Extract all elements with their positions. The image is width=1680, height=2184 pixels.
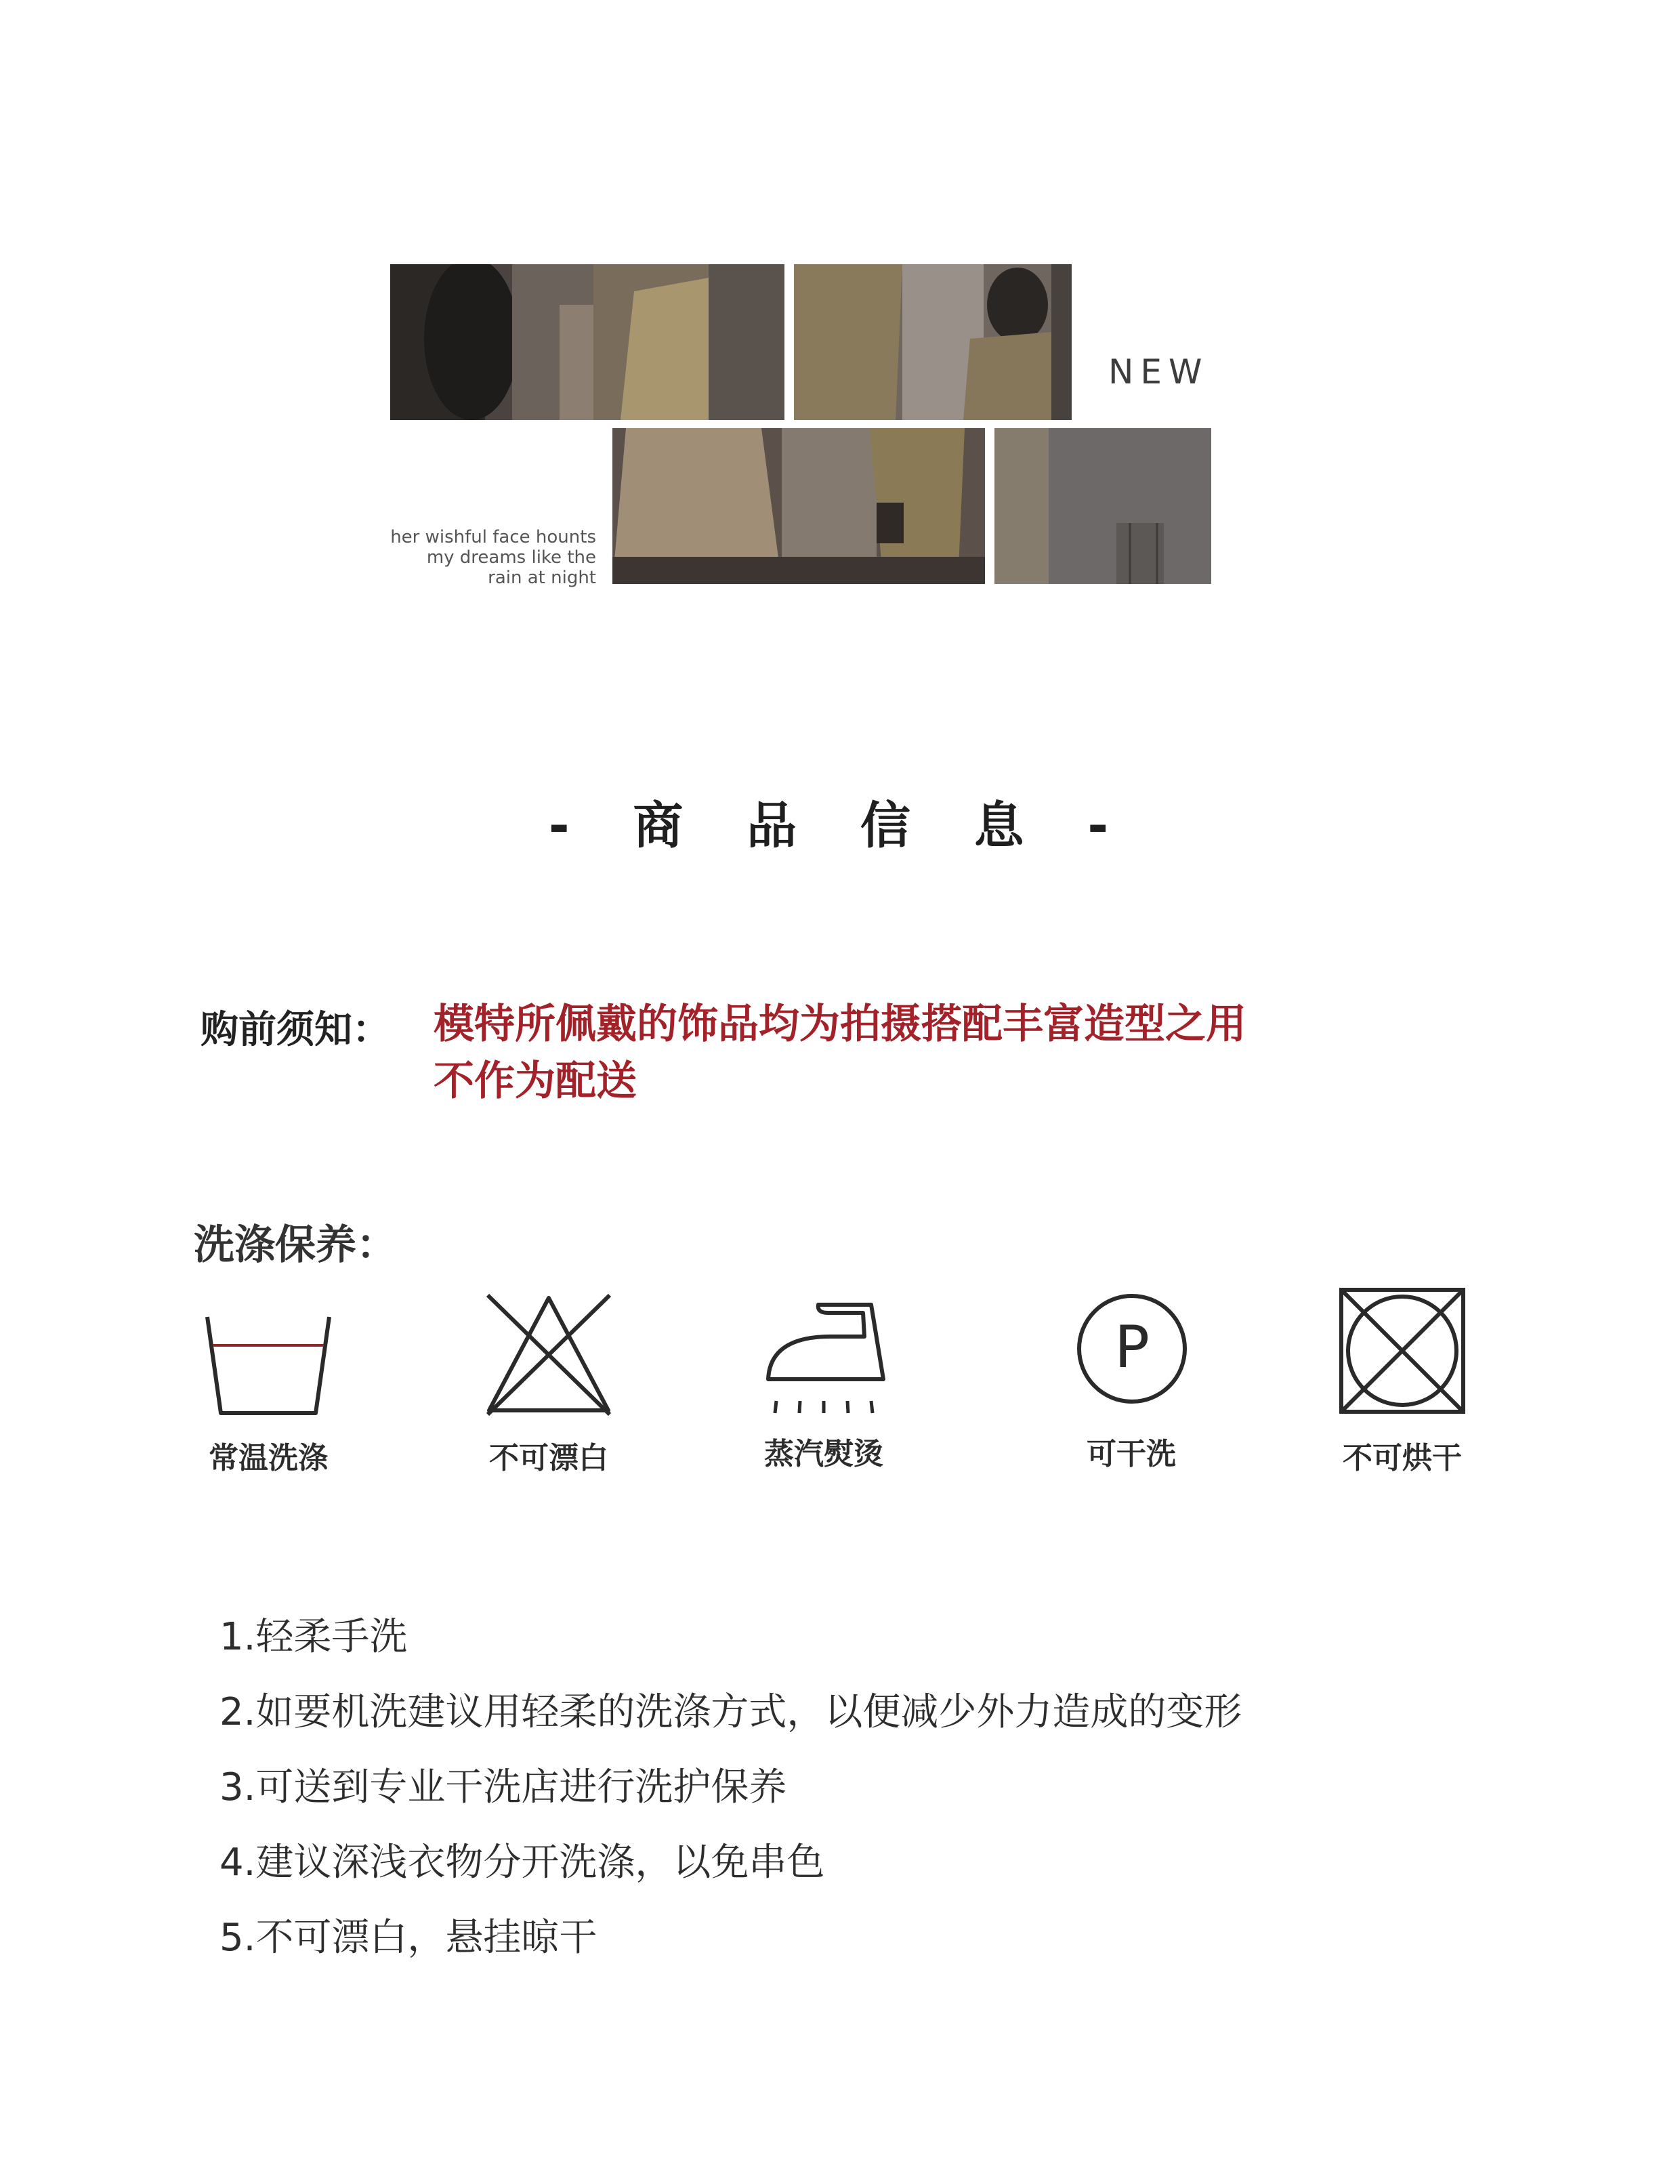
- care-instructions: [219, 1607, 1242, 1983]
- care-caption: 不可烘干: [1343, 1441, 1462, 1475]
- instruction-item: 1.轻柔手洗: [219, 1615, 408, 1659]
- dry-clean-p-icon: [1074, 1291, 1190, 1406]
- instruction-item: 2.如要机洗建议用轻柔的洗涤方式，以便减少外力造成的变形: [219, 1690, 1242, 1734]
- notice-line: 不作为配送: [434, 1057, 637, 1105]
- dry-clean-symbol: P: [1114, 1314, 1150, 1381]
- new-label: NEW: [1108, 352, 1209, 392]
- care-caption: 常温洗涤: [209, 1441, 328, 1475]
- tagline-line: rain at night: [488, 568, 596, 588]
- notice-text: [434, 996, 1382, 1110]
- tagline-line: her wishful face hounts: [390, 527, 596, 547]
- care-label: 洗涤保养：: [194, 1221, 397, 1269]
- instruction-item: 5.不可漂白，悬挂晾干: [219, 1916, 597, 1960]
- instruction-item: 4.建议深浅衣物分开洗涤，以免串色: [219, 1841, 825, 1885]
- care-caption: 可干洗: [1087, 1437, 1176, 1471]
- no-bleach-icon: [482, 1288, 615, 1421]
- collage-photo-2: [794, 264, 1072, 420]
- notice-label: 购前须知：: [201, 1008, 390, 1052]
- tagline-line: my dreams like the: [426, 547, 596, 568]
- collage-photo-3: [612, 428, 985, 584]
- wash-tub-icon: [201, 1311, 336, 1420]
- section-title: - 商 品 信 息 -: [548, 797, 1132, 855]
- notice-line: 模特所佩戴的饰品均为拍摄搭配丰富造型之用: [434, 1001, 1246, 1048]
- collage-tagline: [386, 527, 596, 588]
- instruction-item: 3.可送到专业干洗店进行洗护保养: [219, 1765, 787, 1809]
- collage-photo-1: [390, 264, 784, 420]
- care-caption: 不可漂白: [489, 1441, 608, 1475]
- collage-photo-4: [994, 428, 1211, 584]
- care-caption: 蒸汽熨烫: [764, 1437, 883, 1471]
- steam-iron-icon: [763, 1299, 891, 1421]
- no-tumble-dry-icon: [1336, 1284, 1469, 1417]
